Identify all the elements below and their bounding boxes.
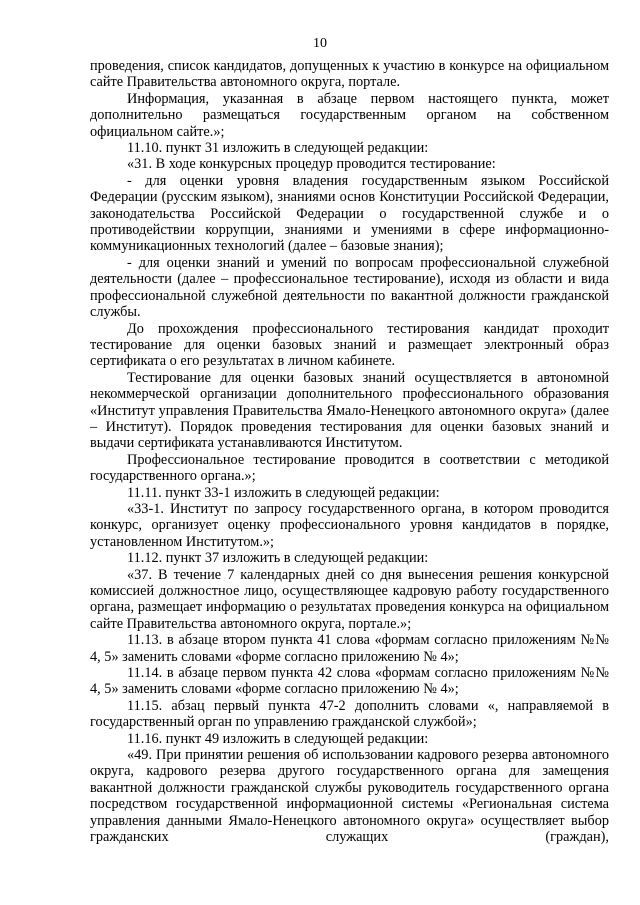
paragraph: «37. В течение 7 календарных дней со дня вынесения решения конкурсной комиссией должностное лицо, осуществляющее кадровую работу государственного органа, размещает информацию о результатах проведения конкурса на официальном сайте Правительства автономного округа, портале.»; bbox=[90, 566, 609, 632]
paragraph: Информация, указанная в абзаце первом настоящего пункта, может дополнительно размещаться государственным органом на собственном официальном сайте.»; bbox=[90, 90, 609, 140]
paragraph: 11.15. абзац первый пункта 47-2 дополнить словами «, направляемой в государственный орган по управлению гражданской службой»; bbox=[90, 697, 609, 731]
paragraph: 11.16. пункт 49 изложить в следующей редакции: bbox=[127, 730, 429, 747]
paragraph: проведения, список кандидатов, допущенных к участию в конкурсе на официальном сайте Правительства автономного округа, портале. bbox=[90, 58, 609, 91]
paragraph: Тестирование для оценки базовых знаний осуществляется в автономной некоммерческой организации дополнительного профессионального образования «Институт управления Правительства Ямало-Ненецкого автономного округа» (далее – Институт). Порядок проведения тестирования для оценки базовых знаний и выдачи сертификата устанавливаются Институтом. bbox=[90, 369, 609, 452]
document-body bbox=[90, 58, 609, 846]
paragraph: Профессиональное тестирование проводится в соответствии с методикой государственного органа.»; bbox=[90, 451, 609, 485]
paragraph: 11.14. в абзаце первом пункта 42 слова «формам согласно приложениям №№ 4, 5» заменить словами «форме согласно приложению № 4»; bbox=[90, 665, 609, 698]
paragraph: 11.10. пункт 31 изложить в следующей редакции: bbox=[127, 140, 429, 157]
paragraph: - для оценки знаний и умений по вопросам профессиональной служебной деятельности (далее – профессиональное тестирование), исходя из области и вида профессиональной служебной деятельности по вакантной должности гражданской службы. bbox=[90, 254, 609, 321]
paragraph: «31. В ходе конкурсных процедур проводится тестирование: bbox=[127, 156, 496, 173]
paragraph: 11.13. в абзаце втором пункта 41 слова «формам согласно приложениям №№ 4, 5» заменить словами «форме согласно приложению № 4»; bbox=[90, 632, 609, 665]
paragraph: «33-1. Институт по запросу государственного органа, в котором проводится конкурс, организует оценку профессионального уровня кандидатов в порядке, установленном Институтом.»; bbox=[90, 500, 609, 550]
paragraph: До прохождения профессионального тестирования кандидат проходит тестирование для оценки базовых знаний и размещает электронный образ сертификата о его результатах в личном кабинете. bbox=[90, 320, 609, 370]
paragraph: 11.12. пункт 37 изложить в следующей редакции: bbox=[127, 550, 429, 567]
paragraph: «49. При принятии решения об использовании кадрового резерва автономного округа, кадрового резерва другого государственного органа для замещения вакантной должности гражданской службы руководитель государственного органа посредством государственной информационной системы «Региональная система управления данными Ямало-Ненецкого автономного округа» осуществляет выбор гражданских служащих (граждан), bbox=[90, 747, 609, 846]
paragraph: 11.11. пункт 33-1 изложить в следующей редакции: bbox=[127, 484, 440, 501]
paragraph: - для оценки уровня владения государственным языком Российской Федерации (русским языком), знаниями основ Конституции Российской Федерации, законодательства Российской Федерации о государственной службе и о противодействии коррупции, знаниями и умениями в сфере информационно-коммуникационных технологий (далее – базовые знания); bbox=[90, 172, 609, 255]
page-number: 10 bbox=[313, 36, 327, 51]
